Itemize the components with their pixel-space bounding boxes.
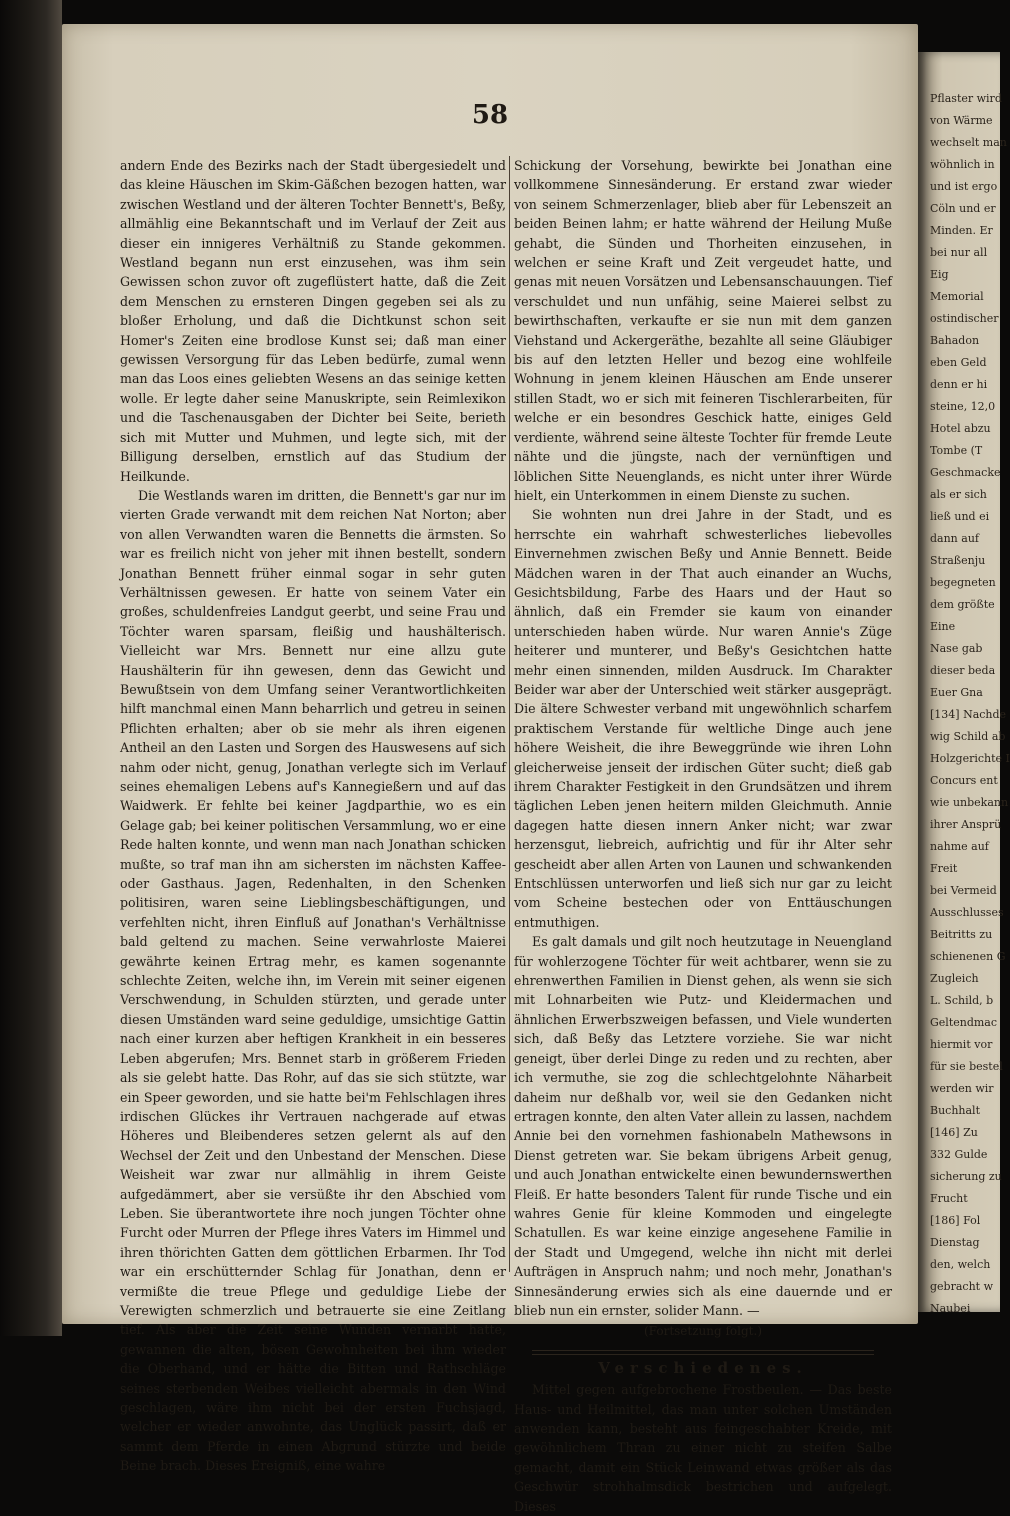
adjacent-page-text: Straßenju — [930, 554, 986, 567]
adjacent-page-text: und ist ergo — [930, 180, 998, 193]
adjacent-page-text: wig Schild ab — [930, 730, 1006, 743]
adjacent-page-text: Cöln und er — [930, 202, 996, 215]
adjacent-page-text: Frucht — [930, 1192, 968, 1205]
right-paragraph-3: Es galt damals und gilt noch heutzutage in Neuengland für wohlerzogene Töchter für weit achtbarer, wenn sie zu ehrenwerthen Familien in Dienst gehen, als wenn sie sich mit Lohnarbeiten wie Putz- und Kleidermachen und ähnlichen Erwerbszweigen befassen, und Viele wunderten sich, daß Beßy das Letztere vorziehe. Sie war nicht geneigt, über derlei Dinge zu reden und zu rechten, aber ich vermuthe, sie zog die schlechtgelohnte Näharbeit daheim nur deßhalb vor, weil sie den Gedanken nicht ertragen konnte, den alten Vater allein zu lassen, nachdem Annie bei den vornehmen fashionabeln Mathewsons in Dienst getreten war. Sie bekam übrigens Arbeit genug, und auch Jonathan entwickelte einen bewundernswerthen Fleiß. Er hatte besonders Talent für runde Tische und ein wahres Genie für kleine Kommoden und eingelegte Schatullen. Es war keine einzige angesehene Familie in der Stadt und Umgegend, welche ihn nicht mit derlei Aufträgen in Anspruch nahm; und noch mehr, Jonathan's Sinnesänderung erwies sich als eine dauernde und er blieb nun ein ernster, solider Mann. — — [514, 934, 892, 1318]
adjacent-page-text: ihrer Ansprü — [930, 818, 1002, 831]
adjacent-page-text: 332 Gulde — [930, 1148, 988, 1161]
adjacent-page-text: ließ und ei — [930, 510, 990, 523]
section-heading: Verschiedenes. — [598, 1358, 808, 1377]
adjacent-page-text: gebracht w — [930, 1280, 993, 1293]
adjacent-page-text: werden wir — [930, 1082, 994, 1095]
book-left-edge — [0, 0, 62, 1336]
left-column — [120, 156, 506, 1476]
adjacent-page-text: dann auf — [930, 532, 979, 545]
adjacent-page-text: eben Geld — [930, 356, 987, 369]
adjacent-page-text: Dienstag — [930, 1236, 980, 1249]
adjacent-page-text: Ausschlusses — [930, 906, 1004, 919]
adjacent-page-text: dem größte — [930, 598, 995, 611]
adjacent-page-text: Beitritts zu — [930, 928, 993, 941]
adjacent-page-text: von Wärme — [930, 114, 993, 127]
adjacent-page-fragment — [918, 52, 1010, 1315]
adjacent-page-text: Euer Gna — [930, 686, 983, 699]
adjacent-page-text: dieser beda — [930, 664, 996, 677]
right-paragraph-2: Sie wohnten nun drei Jahre in der Stadt, und es herrschte ein wahrhaft schwesterliches liebevolles Einvernehmen zwischen Beßy und Annie Bennett. Beide Mädchen waren in der That auch einander an Wuchs, Gesichtsbildung, Farbe des Haars und der Haut so ähnlich, daß ein Fremder sie kaum von einander unterschieden haben würde. Nur waren Annie's Züge heiterer und munterer, und Beßy's Gesichtchen hatte mehr einen sinnenden, milden Ausdruck. Im Charakter Beider war aber der Unterschied weit stärker ausgeprägt. Die ältere Schwester verband mit ungewöhnlich scharfem praktischem Verstande für weltliche Dinge auch jene höhere Weisheit, die ihre Beweggründe wie ihren Lohn gleicherweise jenseit der irdischen Güter sucht; dieß gab ihrem Charakter Festigkeit in den Grundsätzen und ihrem täglichen Leben jenen heitern milden Gleichmuth. Annie dagegen hatte diesen innern Anker nicht; war zwar herzensgut, liebreich, aufrichtig und für ihr Alter sehr gescheidt aber allen Arten von Launen und schwankenden Entschlüssen unterworfen und ließ sich nur gar zu leicht vom Scheine bestechen oder von Enttäuschungen entmuthigen. — [514, 507, 892, 930]
adjacent-page-text: wie unbekann — [930, 796, 1009, 809]
adjacent-page-text: den, welch — [930, 1258, 991, 1271]
adjacent-page-text: Geltendmac — [930, 1016, 998, 1029]
book-page — [62, 24, 918, 1514]
adjacent-page-text: wöhnlich in — [930, 158, 995, 171]
adjacent-page-text: Holzgerichte I — [930, 752, 1010, 765]
adjacent-page-text: nahme auf — [930, 840, 989, 853]
adjacent-page-text: Nase gab — [930, 642, 983, 655]
adjacent-page-text: Naubei — [930, 1302, 971, 1315]
adjacent-page-text: Eig — [930, 268, 949, 281]
continuation-note: (Fortsetzung folgt.) — [644, 1324, 762, 1339]
section-rule — [532, 1350, 874, 1355]
adjacent-page-text: [146] Zu — [930, 1126, 978, 1139]
adjacent-page-text: Minden. Er — [930, 224, 993, 237]
adjacent-page-text: Memorial — [930, 290, 984, 303]
adjacent-page-text: für sie bestel — [930, 1060, 1003, 1073]
adjacent-page-text: denn er hi — [930, 378, 988, 391]
adjacent-page-text: wechselt man — [930, 136, 1007, 149]
adjacent-page-text: begegneten — [930, 576, 996, 589]
left-paragraph-2: Die Westlands waren im dritten, die Bennett's gar nur im vierten Grade verwandt mit dem reichen Nat Norton; aber von allen Verwandten waren die Bennetts die ärmsten. So war es freilich nicht von jeher mit ihnen bestellt, sondern Jonathan Bennett früher einmal sogar in sehr guten Verhältnissen gewesen. Er hatte von seinem Vater ein großes, schuldenfreies Landgut geerbt, und seine Frau und Töchter waren sparsam, fleißig und haushälterisch. Vielleicht war Mrs. Bennett nur eine allzu gute Haushälterin für ihn gewesen, denn das Gewicht und Bewußtsein von dem Umfang seiner Verantwortlichkeiten hilft manchmal einen Mann beharrlich und getreu in seinen Pflichten erhalten; aber ob sie mehr als ihren eigenen Antheil an den Lasten und Sorgen des Hauswesens auf sich nahm oder nicht, genug, Jonathan verlegte sich im Verlauf seines ehemaligen Lebens auf's Kannegießern und auf das Waidwerk. Er fehlte bei keiner Jagdparthie, wo es ein Gelage gab; bei keiner politischen Versammlung, wo er eine Rede halten konnte, und wenn man nach Jonathan schicken mußte, so traf man ihn am sichersten im nächsten Kaffee- oder Gasthaus. Jagen, Redenhalten, in den Schenken politisiren, waren seine Lieblingsbeschäftigungen, und verfehlten nicht, ihren Einfluß auf Jonathan's Verhältnisse bald geltend zu machen. Seine verwahrloste Maierei gewährte keinen Ertrag mehr, es kamen sogenannte schlechte Zeiten, welche ihn, im Verein mit seiner eigenen Verschwendung, in Schulden stürzten, und gerade unter diesen Umständen ward seine geduldige, umsichtige Gattin nach einer kurzen aber heftigen Krankheit in ein besseres Leben abgerufen; Mrs. Bennet starb in größerem Frieden als sie gelebt hatte. Das Rohr, auf das sie sich stützte, war ein Speer geworden, und sie hatte bei'm Fehlschlagen ihres irdischen Glückes ihr Vertrauen nachgerade auf etwas Höheres und Bleibenderes setzen gelernt als auf den Wechsel der Zeit und den Unbestand der Menschen. Diese Weisheit war zwar nur allmählig in ihrem Geiste aufgedämmert, aber sie versüßte ihr den Abschied vom Leben. Sie überantwortete ihre noch jungen Töchter ohne Furcht oder Murren der Pflege ihres Vaters im Himmel und ihren thörichten Gatten dem göttlichen Erbarmen. Ihr Tod war ein erschütternder Schlag für Jonathan, denn er vermißte die treue Pflege und geduldige Liebe der Verewigten schmerzlich und betrauerte sie eine Zeitlang tief. Als aber die Zeit seine Wunden vernarbt hatte, gewannen die alten, bösen Gewohnheiten bei ihm wieder die Oberhand, und er hätte die Bitten und Rathschläge seines sterbenden Weibes vielleicht abermals in den Wind geschlagen, wäre ihm nicht bei der ersten Fuchsjagd, welcher er wieder anwohnte, das Unglück passirt, daß er sammt dem Pferde in einen Abgrund stürzte und beide Beine brach. Dieses Ereigniß, eine wahre — [120, 487, 506, 1474]
right-paragraph-1: Schickung der Vorsehung, bewirkte bei Jonathan eine vollkommene Sinnesänderung. Er erstand zwar wieder von seinem Schmerzenlager, blieb aber für Lebenszeit an beiden Beinen lahm; er hatte während der Heilung Muße gehabt, die Sünden und Thorheiten einzusehen, in welchen er seine Kraft und Zeit vergeudet hatte, und genas mit neuen Vorsätzen und Lebensanschauungen. Tief verschuldet und nun unfähig, seine Maierei selbst zu bewirthschaften, verkaufte er sie nun mit dem ganzen Viehstand und Ackergeräthe, bezahlte all seine Gläubiger bis auf den letzten Heller und bezog eine wohlfeile Wohnung in jenem kleinen Häuschen am Ende unserer stillen Stadt, wo er sich mit feineren Tischlerarbeiten, für welche er ein besondres Geschick hatte, einiges Geld verdiente, während seine älteste Tochter für fremde Leute nähte und die jüngste, nach der vernünftigen und löblichen Sitte Neuenglands, es nicht unter ihrer Würde hielt, ein Unterkommen in einem Dienste zu suchen. — [514, 158, 892, 503]
adjacent-page-text: Tombe (T — [930, 444, 983, 457]
column-divider — [509, 156, 510, 1272]
adjacent-page-text: hiermit vor — [930, 1038, 993, 1051]
adjacent-page-text: ostindischer — [930, 312, 999, 325]
adjacent-page-text: steine, 12,0 — [930, 400, 996, 413]
adjacent-page-text: Eine — [930, 620, 956, 633]
section-paragraph: Mittel gegen aufgebrochene Frostbeulen. — Das beste Haus- und Heilmittel, das man unter solchen Umständen anwenden kann, besteht aus feingeschabter Kreide, mit gewöhnlichem Thran zu einer nicht zu steifen Salbe gemacht, damit ein Stück Leinwand etwas größer als das Geschwür strohhalmsdick bestrichen und aufgelegt. Dieses — [514, 1382, 892, 1514]
adjacent-page-text: Hotel abzu — [930, 422, 991, 435]
left-paragraph-1: andern Ende des Bezirks nach der Stadt übergesiedelt und das kleine Häuschen im Skim-Gäßchen bezogen hatten, war zwischen Westland und der älteren Tochter Bennett's, Beßy, allmählig eine Bekanntschaft und im Verlauf der Zeit aus dieser ein innigeres Verhältniß zu Stande gekommen. Westland begann nun erst einzusehen, was ihm sein Gewissen schon zuvor oft zugeflüstert hatte, daß die Zeit dem Menschen zu ernsteren Dingen gegeben sei als zu bloßer Erholung, und daß die Dichtkunst schon seit Homer's Zeiten eine brodlose Kunst sei; daß man einer gewissen Versorgung für das Leben bedürfe, zumal wenn man das Loos eines geliebten Wesens an das seinige ketten wolle. Er legte daher seine Manuskripte, sein Reimlexikon und die Taschenausgaben der Dichter bei Seite, berieth sich mit Mutter und Muhmen, und legte sich, mit der Billigung derselben, ernstlich auf das Studium der Heilkunde. — [120, 158, 506, 484]
page-number: 58 — [471, 100, 509, 130]
adjacent-page-text: Bahadon — [930, 334, 980, 347]
adjacent-page-text: bei nur all — [930, 246, 988, 259]
adjacent-page-text: schienenen G — [930, 950, 1006, 963]
adjacent-page-text: Buchhalt — [930, 1104, 980, 1117]
adjacent-page-text: Concurs ent — [930, 774, 998, 787]
adjacent-page-text: [186] Fol — [930, 1214, 981, 1227]
adjacent-page-text: L. Schild, b — [930, 994, 994, 1007]
right-column — [514, 156, 892, 1516]
adjacent-page-text: Pflaster wird — [930, 92, 1002, 105]
adjacent-page-text: bei Vermeid — [930, 884, 997, 897]
adjacent-page-text: [134] Nachde — [930, 708, 1007, 721]
adjacent-page-text: Geschmacke — [930, 466, 1001, 479]
adjacent-page-text: Zugleich — [930, 972, 979, 985]
adjacent-page-text: sicherung zu — [930, 1170, 1002, 1183]
adjacent-page-text: als er sich — [930, 488, 987, 501]
adjacent-page-text: Freit — [930, 862, 958, 875]
